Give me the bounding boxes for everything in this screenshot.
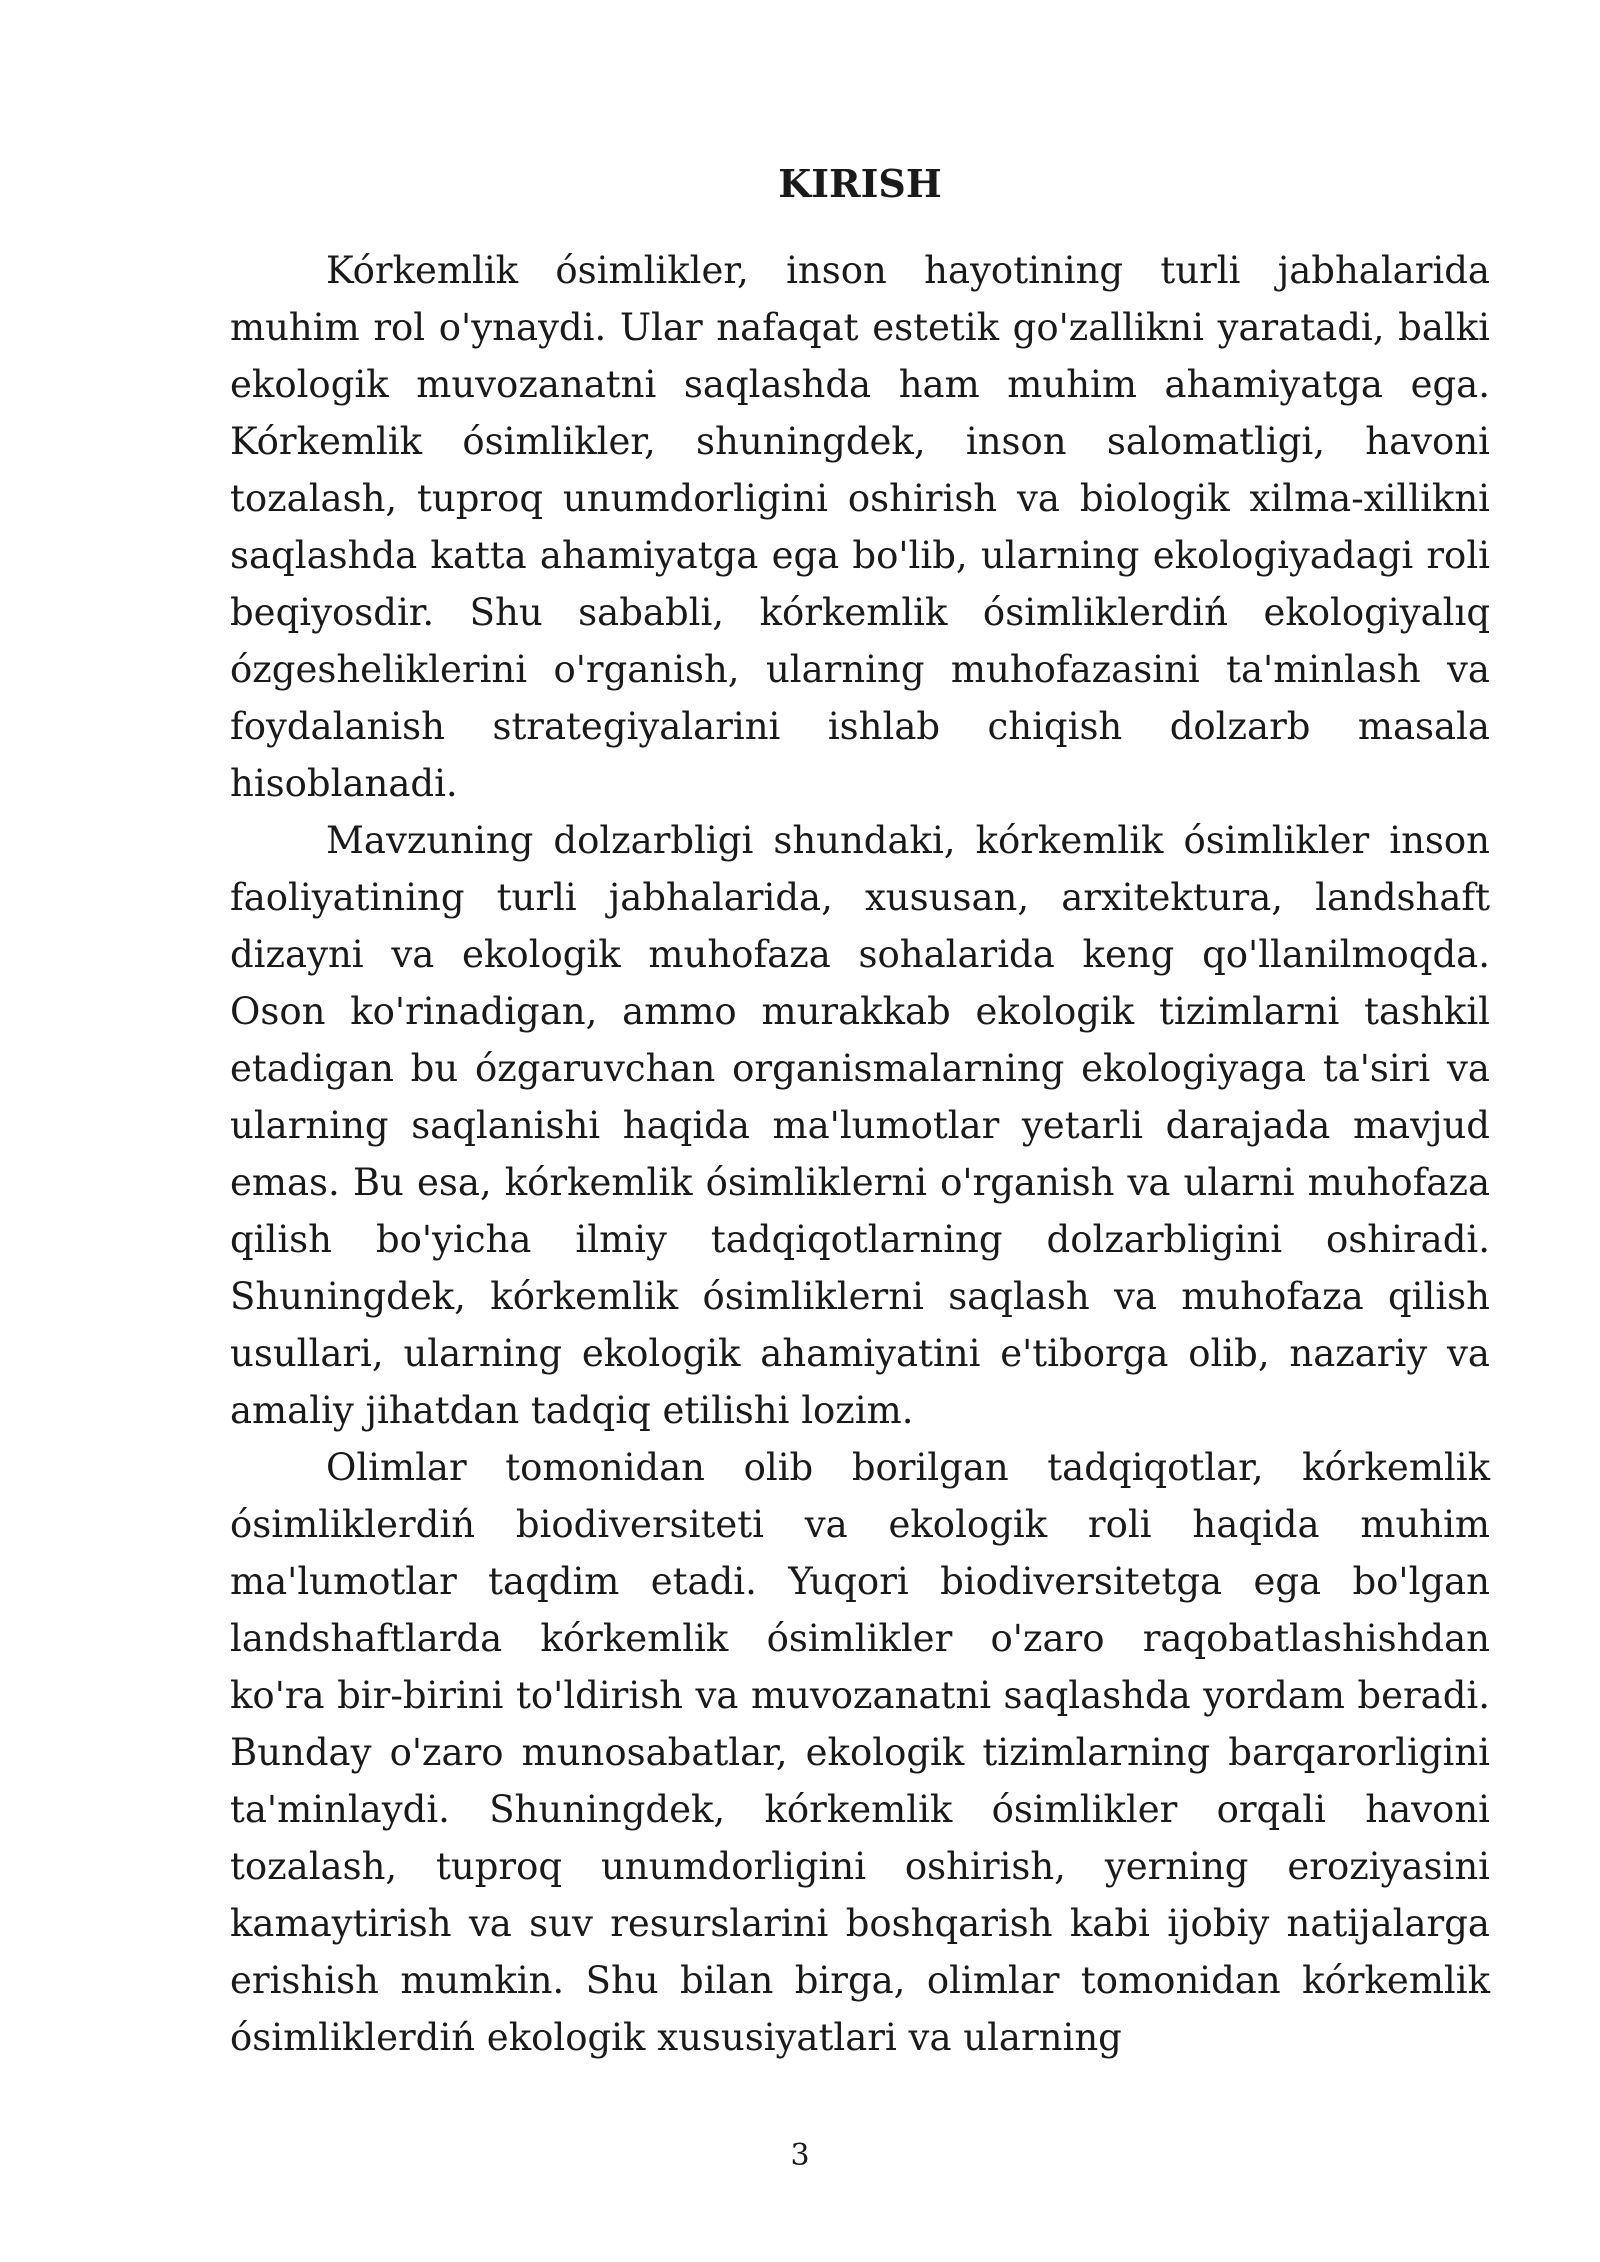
paragraph-research: Olimlar tomonidan olib borilgan tadqiqotlar, kórkemlik ósimliklerdiń biodiversiteti va ekologik roli haqida muhim ma'lumotlar taqdim etadi. Yuqori biodiversitetga ega bo'lgan landshaftlarda kórkemlik ósimlikler o'zaro raqobatlashishdan ko'ra bir-birini to'ldirish va muvozanatni saqlashda yordam beradi. Bunday o'zaro munosabatlar, ekologik tizimlarning barqarorligini ta'minlaydi. Shuningdek, kórkemlik ósimlikler orqali havoni tozalash, tuproq unumdorligini oshirish, yerning eroziyasini kamaytirish va suv resurslarini boshqarish kabi ijobiy natijalarga erishish mumkin. Shu bilan birga, olimlar tomonidan kórkemlik ósimliklerdiń ekologik xususiyatlari va ularning	[230, 1446, 1490, 2059]
page-number: 3	[790, 2138, 810, 2173]
body-text	[230, 242, 1490, 2066]
page-title: KIRISH	[778, 161, 942, 206]
paragraph-relevance: Mavzuning dolzarbligi shundaki, kórkemlik ósimlikler inson faoliyatining turli jabhalarida, xususan, arxitektura, landshaft dizayni va ekologik muhofaza sohalarida keng qo'llanilmoqda. Oson ko'rinadigan, ammo murakkab ekologik tizimlarni tashkil etadigan bu ózgaruvchan organismalarning ekologiyaga ta'siri va ularning saqlanishi haqida ma'lumotlar yetarli darajada mavjud emas. Bu esa, kórkemlik ósimliklerni o'rganish va ularni muhofaza qilish bo'yicha ilmiy tadqiqotlarning dolzarbligini oshiradi. Shuningdek, kórkemlik ósimliklerni saqlash va muhofaza qilish usullari, ularning ekologik ahamiyatini e'tiborga olib, nazariy va amaliy jihatdan tadqiq etilishi lozim.	[230, 819, 1490, 1432]
paragraph-intro: Kórkemlik ósimlikler, inson hayotining turli jabhalarida muhim rol o'ynaydi. Ular nafaqat estetik go'zallikni yaratadi, balki ekologik muvozanatni saqlashda ham muhim ahamiyatga ega. Kórkemlik ósimlikler, shuningdek, inson salomatligi, havoni tozalash, tuproq unumdorligini oshirish va biologik xilma-xillikni saqlashda katta ahamiyatga ega bo'lib, ularning ekologiyadagi roli beqiyosdir. Shu sababli, kórkemlik ósimliklerdiń ekologiyalıq ózgesheliklerini o'rganish, ularning muhofazasini ta'minlash va foydalanish strategiyalarini ishlab chiqish dolzarb masala hisoblanadi.	[230, 249, 1490, 805]
